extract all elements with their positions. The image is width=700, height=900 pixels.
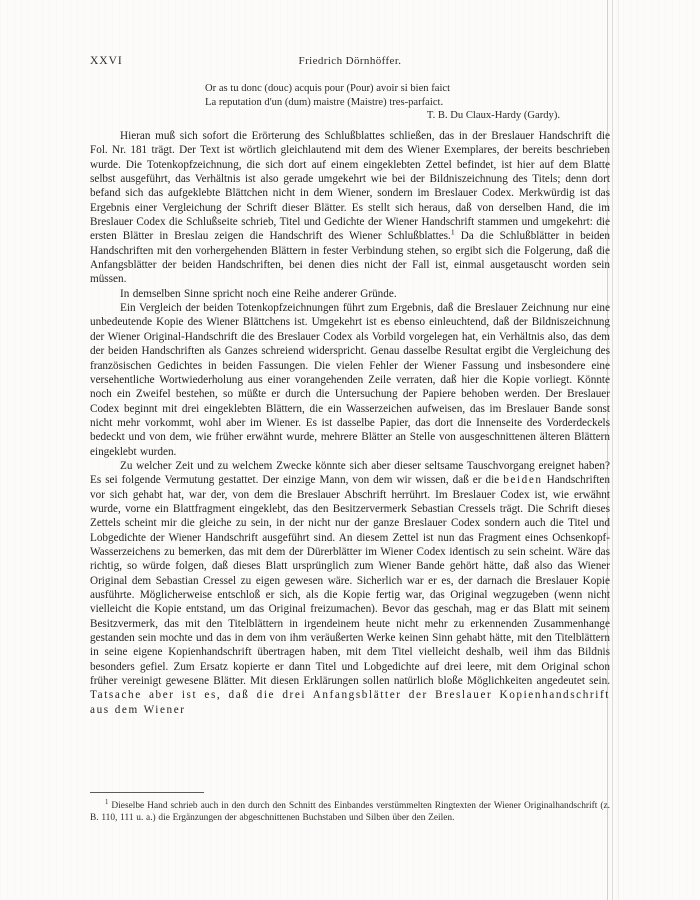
scan-edge-line — [612, 0, 613, 900]
footnote-marker: 1 — [105, 798, 109, 806]
footnote-paragraph — [90, 800, 610, 825]
body-paragraph-4 — [90, 459, 610, 717]
emphasized-text: Tatsache aber ist es, daß die drei Anfangsblätter der Breslauer Kopienhandschrift aus dem Wiener — [90, 689, 610, 716]
body-paragraph-2: In demselben Sinne spricht noch eine Reihe anderer Gründe. — [120, 287, 397, 300]
scan-edge-line — [618, 0, 619, 900]
epigraph — [205, 82, 545, 109]
body-text — [90, 129, 610, 717]
footnote — [90, 800, 610, 825]
body-paragraph-1 — [90, 129, 610, 287]
page-number: XXVI — [90, 55, 123, 67]
paragraph-text: Handschriften vor sich gehabt hat, war der, von dem die Breslauer Abschrift herrührt. Im Breslauer Codex ist, wie erwähnt wurde, vorne ein Blattfragment eingeklebt, das den Besitzervermerk Sebastian Cressels trägt. Die Schrift dieses Zettels scheint mir die gleiche zu sein, in der nicht nur der ganze Breslauer Codex sondern auch die Titel und Lobgedichte der Wiener Handschrift ausgeführt sind. An diesem Zettel ist nun das Fragment eines Ochsenkopf-Wasserzeichens zu bemerken, das mit dem der Dürerblätter im Wiener Codex identisch zu sein scheint. Wäre das richtig, so würde folgen, daß dieses Blatt ursprünglich zum Wiener Bande gehört hätte, daß also das Wiener Original dem Sebastian Cressel zu eigen gewesen wäre. Sicherlich war er es, der darnach die Breslauer Kopie ausführte. Möglicherweise entschloß er sich, als die Kopie fertig war, das Original wegzugeben (wenn nicht vielleicht die Kopie entstand, um das Original freizumachen). Bevor das geschah, mag er das Blatt mit seinem Besitzvermerk, das mit den Titelblättern in irgendeinem heute nicht mehr zu erkennenden Zusammenhange gestanden sein mochte und das in dem von ihm veräußerten Werke keinen Sinn gehabt hätte, mit den Titelblättern in seine eigene Kopienhandschrift übertragen haben, mit dem Titel vielleicht deshalb, weil ihm das Bildnis besonders gefiel. Zum Ersatz kopierte er dann Titel und Lobgedichte auf drei leere, mit dem Original schon früher vereinigt gewesene Blätter. Mit diesen Erklärungen sollen natürlich bloße Möglichkeiten angedeutet sein. — [90, 474, 610, 688]
footnote-reference: 1 — [450, 227, 455, 237]
epigraph-attribution: T. B. Du Claux-Hardy (Gardy). — [426, 110, 560, 121]
running-title: Friedrich Dörnhöffer. — [298, 55, 402, 67]
footnote-separator-rule — [90, 792, 204, 793]
epigraph-line-2: La reputation d'un (dum) maistre (Maistre) tres-parfaict. — [205, 96, 444, 108]
epigraph-line-1: Or as tu donc (douc) acquis pour (Pour) avoir si bien faict — [205, 83, 451, 94]
footnote-text: Dieselbe Hand schrieb auch in den durch den Schnitt des Einbandes verstümmelten Ringtexten der Wiener Originalhandschrift (z. B. 110, 111 u. a.) die Ergänzungen der abgeschnittenen Buchstaben und Silben über den Zeilen. — [90, 801, 610, 824]
paragraph-text: Zu welcher Zeit und zu welchem Zwecke könnte sich aber dieser seltsame Tauschvorgang ereignet haben? Es sei folgende Vermutung gestattet. Der einzige Mann, von dem wir wissen, daß er die — [90, 459, 610, 487]
paragraph-text: Da die Schlußblätter in beiden Handschriften mit den vorhergehenden Blättern in fester Verbindung stehen, so ergibt sich die Folgerung, daß die Anfangsblätter der beiden Handschriften, bei denen dies nicht der Fall ist, einmal ausgetauscht worden sein müssen. — [90, 230, 610, 286]
paragraph-text: Hieran muß sich sofort die Erörterung des Schlußblattes schließen, das in der Breslauer Handschrift die Fol. Nr. 181 trägt. Der Text ist wörtlich gleichlautend mit dem des Wiener Exemplares, der bereits beschrieben wurde. Die Totenkopfzeichnung, die sich dort auf einem eingeklebten Zettel befindet, ist hier auf dem Blatte selbst ausgeführt, das Verhältnis ist also gerade umgekehrt wie bei der Bildniszeichnung des Titels; denn dort befand sich das aufgeklebte Blättchen nicht in dem Wiener, sondern im Breslauer Codex. Merkwürdig ist das Ergebnis einer Vergleichung der Schrift dieser Blätter. Es stellt sich heraus, daß von derselben Hand, die im Breslauer Codex die Schlußseite schrieb, Titel und Gedichte der Wiener Handschrift stammen und umgekehrt: die ersten Blätter in Breslau zeigen die Handschrift des Wiener Schlußblattes. — [90, 130, 610, 243]
body-paragraph-3: Ein Vergleich der beiden Totenkopfzeichnungen führt zum Ergebnis, daß die Breslauer Zeichnung nur eine unbedeutende Kopie des Wiener Blättchens ist. Umgekehrt ist es ebenso einleuchtend, daß der Bildniszeichnung der Wiener Original-Handschrift die des Breslauer Codex als Vorbild vorgelegen hat, ein Verhältnis also, das dem der beiden Handschriften als Ganzes schreiend widerspricht. Genau dasselbe Resultat ergibt die Vergleichung des französischen Gedichtes in beiden Fassungen. Die vielen Fehler der Wiener Fassung und insbesondere eine versehentliche Wortwiederholung aus einer vorangehenden Zeile verraten, daß hier die Kopie vorliegt. Könnte noch ein Zweifel bestehen, so müßte er durch die Untersuchung der Papiere behoben werden. Der Breslauer Codex beginnt mit drei eingeklebten Blättern, die ein Wasserzeichen aufweisen, das im Breslauer Bande sonst nicht mehr vorkommt, wohl aber im Wiener. Es ist dasselbe Papier, das dort die Innenseite des Vorderdeckels bedeckt und von dem, wie früher erwähnt wurde, mehrere Blätter an Stelle von ausgeschnittenen älteren Blättern eingeklebt wurden. — [90, 302, 610, 458]
emphasized-text: beiden — [503, 474, 543, 487]
